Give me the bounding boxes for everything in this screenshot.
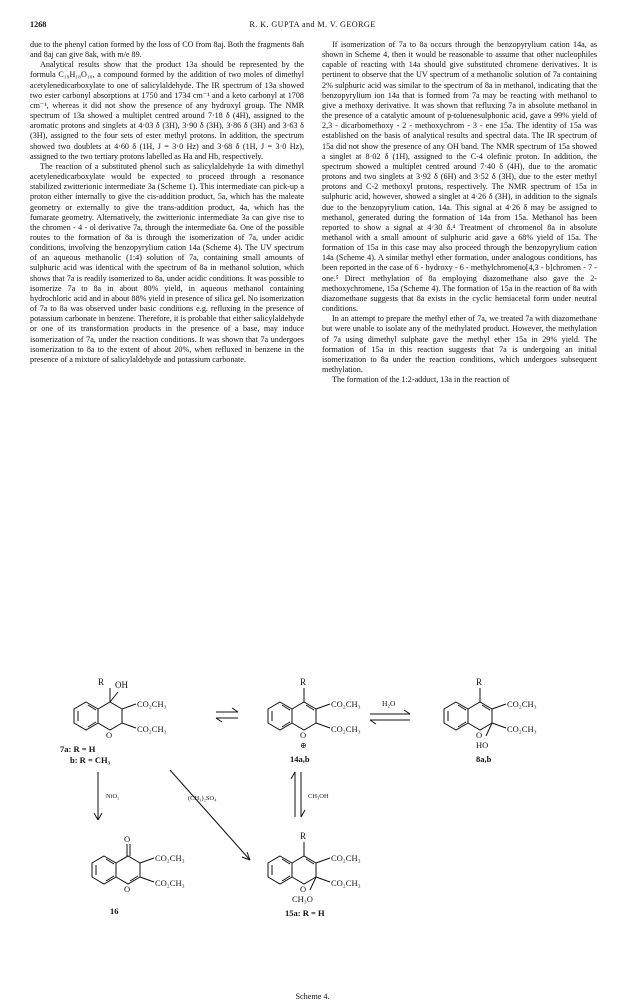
scheme-4 — [40, 652, 600, 987]
oxygen-label: O — [476, 730, 483, 740]
ester-label: CO₂CH₃ — [155, 878, 185, 888]
ester-label: CO₂CH₃ — [137, 724, 167, 734]
r-label: R — [300, 677, 307, 687]
r-label: R — [300, 831, 307, 841]
compound-14 — [268, 677, 361, 764]
running-head: R. K. GUPTA and M. V. GEORGE — [249, 20, 376, 29]
scheme-caption: Scheme 4. — [295, 992, 330, 1001]
compound-7 — [60, 677, 167, 765]
compound-label: 16 — [110, 906, 119, 916]
ester-label: CO₂CH₃ — [331, 853, 361, 863]
r-label: R — [476, 677, 483, 687]
scheme-diagram — [40, 652, 600, 987]
compound-15 — [268, 831, 361, 918]
compound-label: 8a,b — [476, 754, 492, 764]
oxygen-label: O — [124, 884, 131, 894]
compound-16 — [92, 834, 185, 916]
reagent-label: CH₃OH — [308, 793, 329, 800]
paragraph: Analytical results show that the product 13a should be represented by the formula C₁₉H₁₈O₁₀, a compound formed by the addition of two moles of dimethyl acetylenedicarboxylate to one of salicylaldehyde. The IR spectrum of 13a showed two ester carbonyl absorptions at 1750 and 1734 cm⁻¹ and a keto carbonyl at 1708 cm⁻¹, whereas it did not show the presence of any hydroxyl group. The NMR spectrum of 13a showed a multiplet centred around 7·18 δ (4H), assigned to the aromatic protons and singlets at 4·03 δ (3H), 3·90 δ (3H), 3·86 δ (3H) and 3·63 δ (3H), assigned to the four sets of ester methyl protons. In addition, the spectrum showed two doublets at 4·60 δ (1H, J = 3·0 Hz) and 3·68 δ (1H, J = 3·0 Hz), assigned to the two tertiary protons labelled as Ha and Hb, respectively. — [30, 60, 304, 161]
ester-label: CO₂CH₃ — [155, 853, 185, 863]
left-column — [30, 40, 304, 365]
compound-label: 7a: R = H — [60, 744, 96, 754]
paragraph: If isomerization of 7a to 8a occurs through the benzopyrylium cation 14a, as shown in Scheme 4, then it would be reasonable to assume that other nucleophiles capable of reacting with 14a should give substituted chromene derivatives. It is pertinent to observe that the UV spectrum of a methanolic solution of 7a containing 2% sulphuric acid was similar to the spectrum of 8a in methanol, indicating that the benzopyrylium ion 14a that is formed from 7a may be reacting with methanol to give a methoxy derivative. It was shown that refluxing 7a in absolute methanol in the presence of a catalytic amount of p-toluenesulphonic acid, gave a 99% yield of 2,3 - dicarbomethoxy - 2 - methoxychrom - 3 - ene 15a. The identity of 15a was established on the basis of analytical results and spectral data. The IR spectrum of 15a did not show the presence of any OH band. The NMR spectrum of 15a showed a singlet at 8·02 δ (1H), assigned to the C-4 olefinic proton. In addition, the spectrum showed a multiplet centred around 7·40 δ (4H), due to the aromatic protons and two singlets at 3·92 δ (6H) and 3·52 δ (3H), due to the ester methyl protons and C-2 methoxyl protons, respectively. The NMR spectrum of 15a in sulphuric acid, however, showed a singlet at 4·26 δ (3H), in addition to the signals due to the benzopyrylium cation, 14a. This signal at 4·26 δ may be assigned to methanol, generated during the formation of 14a from 15a. Methanol has been reported to show a signal at 4·30 δ.⁴ Treatment of chromenol 8a in absolute methanol with a small amount of sulphuric acid gave a 68% yield of 15a. The formation of 15a in this case may also proceed through the benzopyrylium cation 14a (Scheme 4). A similar methyl ether formation, under analogous conditions, has been reported in the case of 6 - hydroxy - 6 - methylchromeno[4,3 - b]chromen - 7 - one.⁵ Direct methylation of 8a employing diazomethane also gave the 2-methoxychromene, 15a (Scheme 4). The formation of 15a in the reaction of 8a with diazomethane suggests that 8a exists in the cyclic hemiacetal form under neutral conditions. — [322, 40, 597, 314]
hydroxyl-label: HO — [476, 740, 489, 750]
page-number: 1268 — [30, 20, 47, 29]
running-header — [30, 20, 595, 34]
compound-label: 15a: R = H — [285, 908, 325, 918]
ester-label: CO₂CH₃ — [507, 724, 537, 734]
paragraph: The formation of the 1:2-adduct, 13a in the reaction of — [332, 375, 510, 385]
reagent-label: NiO₂ — [106, 793, 120, 800]
compound-label: b: R = CH₃ — [70, 755, 111, 765]
oxygen-label: O — [106, 730, 113, 740]
compound-8 — [444, 677, 537, 764]
paragraph: due to the phenyl cation formed by the loss of CO from 8aj. Both the fragments 8ah and 8aj can give 8ak, with m/e 89. — [30, 40, 304, 60]
r-label: R — [98, 677, 105, 687]
methoxy-label: CH₃O — [292, 894, 313, 904]
paragraph: The reaction of a substituted phenol such as salicylaldehyde 1a with dimethyl acetylenedicarboxylate would be expected to proceed through a resonance stabilized zwitterionic intermediate 3a (Scheme 1). This intermediate can pick-up a proton either internally to give the cis-addition product, 5a, which has the maleate geometry or externally to give the trans-addition product, 4a, which has the fumarate geometry. Alternatively, the zwitterionic intermediate 3a can give rise to the chromen - 4 - ol derivative 7a, through the intermediate 6a. One of the possible routes to the formation of 8a is through the isomerization of 7a, under acidic conditions, involving the benzopyrylium cation 14a (Scheme 4). The UV spectrum of an aqueous methanolic (1:4) solution of 7a, containing small amounts of sulphuric acid was identical with the spectrum of 8a in methanol solution, which shows that 7a is readily isomerized to 8a, under acidic conditions. It was possible to isomerize 7a to 8a in about 80% yield, in aqueous methanol containing hydrochloric acid and in about 88% yield in presence of silica gel. No isomerization of 7a to 8a was observed under basic conditions e.g. refluxing in the presence of potassium carbonate in benzene. Therefore, it is probable that either salicylaldehyde or one of its transformation products in the presence of a base, may induce isomerization of 7a, under the reaction conditions. It was shown that 7a undergoes isomerization to 8a to the extent of about 20%, when refluxed in benzene in the presence of a mixture of salicylaldehyde and potassium carbonate. — [30, 161, 304, 364]
water-equilibrium — [370, 699, 410, 724]
ester-label: CO₂CH₃ — [331, 699, 361, 709]
right-column — [322, 40, 597, 385]
nio2-arrow — [94, 772, 119, 820]
methanol-equilibrium — [291, 772, 329, 817]
paragraph: In an attempt to prepare the methyl ether of 7a, we treated 7a with diazomethane but were unable to isolate any of the methylated product. However, the methylation of 7a using dimethyl sulphate gave the methyl ether 15a in 29% yield. The formation of 15a in this reaction suggests that 7a is undergoing an initial isomerization to 8a under the reaction conditions, which undergoes subsequent methylation. — [322, 314, 597, 374]
compound-label: 14a,b — [290, 754, 310, 764]
equilibrium-arrow — [216, 708, 238, 722]
ester-label: CO₂CH₃ — [331, 878, 361, 888]
ester-label: CO₂CH₃ — [137, 699, 167, 709]
ester-label: CO₂CH₃ — [507, 699, 537, 709]
oh-label: OH — [115, 680, 128, 690]
reagent-label: H₂O — [382, 699, 396, 708]
reagent-label: (CH₃)₂SO₄ — [188, 795, 217, 802]
oxygen-label: O — [124, 834, 131, 844]
methylation-arrow — [170, 770, 250, 860]
cation-charge: ⊕ — [300, 741, 307, 750]
oxygen-label: O — [300, 730, 307, 740]
oxygen-label: O — [300, 884, 307, 894]
ester-label: CO₂CH₃ — [331, 724, 361, 734]
